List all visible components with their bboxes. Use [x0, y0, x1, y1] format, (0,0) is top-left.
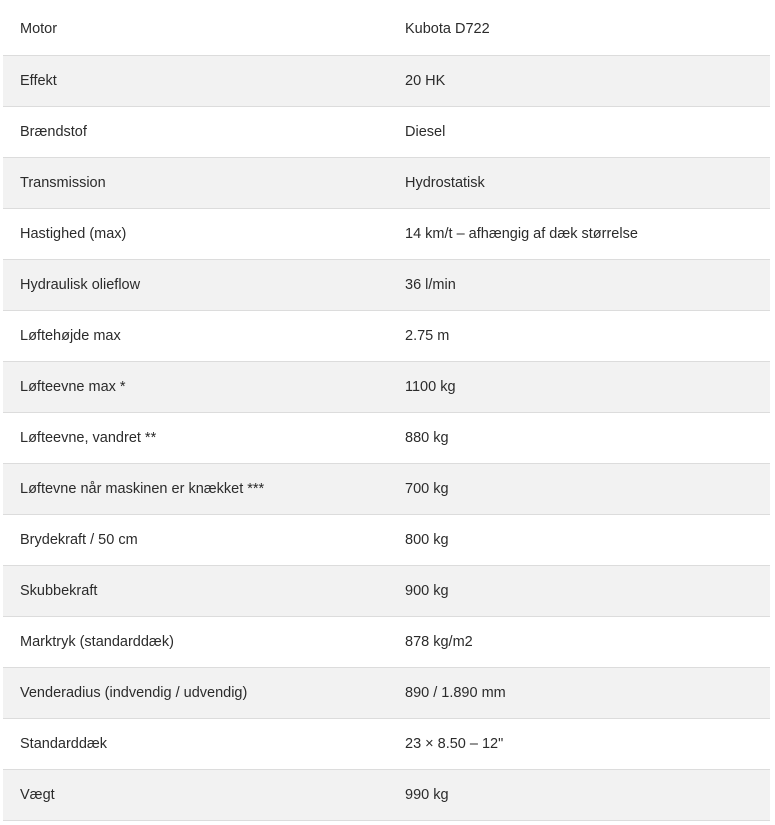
- spec-label: Hastighed (max): [20, 225, 127, 242]
- table-row: [3, 55, 770, 106]
- table-row: [3, 310, 770, 361]
- spec-label: Løftehøjde max: [20, 327, 121, 344]
- spec-table: [3, 4, 770, 821]
- spec-label: Vægt: [20, 786, 55, 803]
- spec-value: 900 kg: [405, 582, 449, 599]
- table-row: [3, 106, 770, 157]
- spec-value: 800 kg: [405, 531, 449, 548]
- table-row: [3, 208, 770, 259]
- table-row: [3, 157, 770, 208]
- spec-value: 14 km/t – afhængig af dæk størrelse: [405, 225, 638, 242]
- table-row: [3, 769, 770, 820]
- table-row: [3, 4, 770, 55]
- table-row: [3, 565, 770, 616]
- spec-label: Løfteevne, vandret **: [20, 429, 157, 446]
- spec-value: 700 kg: [405, 480, 449, 497]
- table-row: [3, 667, 770, 718]
- spec-label: Venderadius (indvendig / udvendig): [20, 684, 248, 701]
- spec-value: 890 / 1.890 mm: [405, 684, 506, 701]
- spec-value: 880 kg: [405, 429, 449, 446]
- spec-value: 878 kg/m2: [405, 633, 473, 650]
- table-row: [3, 463, 770, 514]
- spec-label: Løfteevne max *: [20, 378, 126, 395]
- spec-value: Diesel: [405, 123, 446, 140]
- spec-label: Transmission: [20, 174, 106, 191]
- table-row: [3, 412, 770, 463]
- table-row: [3, 718, 770, 769]
- spec-label: Skubbekraft: [20, 582, 98, 599]
- spec-value: 36 l/min: [405, 276, 456, 293]
- spec-value: 20 HK: [405, 72, 446, 89]
- spec-label: Motor: [20, 21, 58, 38]
- table-row: [3, 616, 770, 667]
- spec-label: Effekt: [20, 72, 57, 89]
- table-row: [3, 259, 770, 310]
- spec-value: 1100 kg: [405, 378, 456, 395]
- spec-value: 990 kg: [405, 786, 449, 803]
- spec-label: Løftevne når maskinen er knækket ***: [20, 480, 265, 497]
- spec-value: 2.75 m: [405, 327, 450, 344]
- table-row: [3, 514, 770, 565]
- spec-label: Marktryk (standarddæk): [20, 633, 174, 650]
- spec-label: Brændstof: [20, 123, 87, 140]
- spec-value: Hydrostatisk: [405, 174, 485, 191]
- table-row: [3, 361, 770, 412]
- spec-label: Brydekraft / 50 cm: [20, 531, 138, 548]
- spec-label: Hydraulisk olieflow: [20, 276, 141, 293]
- spec-value: 23 × 8.50 – 12": [405, 735, 504, 752]
- spec-value: Kubota D722: [405, 21, 490, 38]
- spec-label: Standarddæk: [20, 735, 108, 752]
- spec-table-body: [3, 4, 770, 820]
